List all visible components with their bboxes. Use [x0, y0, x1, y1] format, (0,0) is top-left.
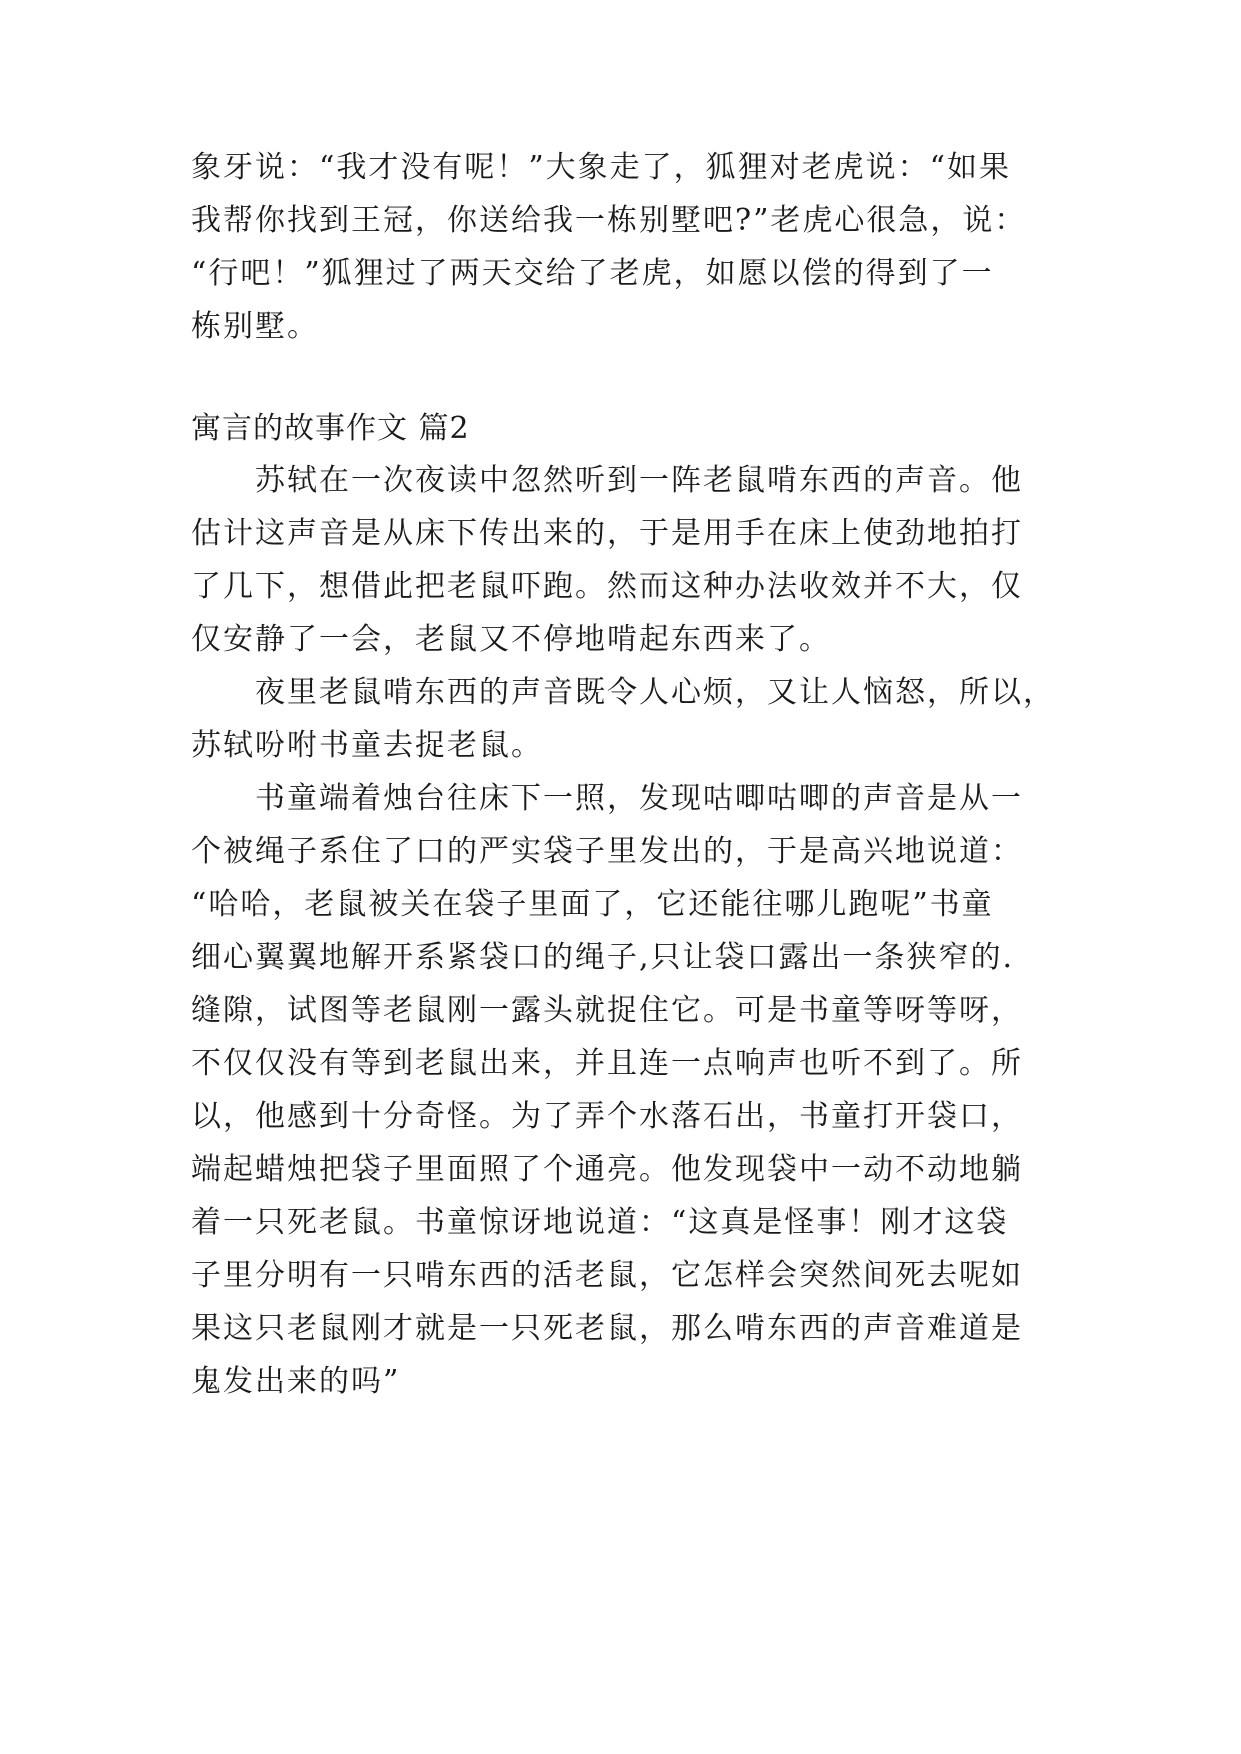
text-line: 端起蜡烛把袋子里面照了个通亮。他发现袋中一动不动地躺: [191, 1152, 1023, 1187]
text-line: 苏轼吩咐书童去捉老鼠。: [191, 728, 543, 763]
section-heading: 寓言的故事作文 篇2: [191, 411, 470, 446]
text-line: 鬼发出来的吗”: [191, 1364, 401, 1399]
text-line: “哈哈，老鼠被关在袋子里面了，它还能往哪儿跑呢”书童: [191, 887, 994, 922]
text-line: 书童端着烛台往床下一照，发现咕唧咕唧的声音是从一: [255, 781, 1023, 816]
text-line: 苏轼在一次夜读中忽然听到一阵老鼠啃东西的声音。他: [255, 463, 1023, 498]
text-line: 着一只死老鼠。书童惊讶地说道：“这真是怪事！刚才这袋: [191, 1205, 1009, 1240]
text-line: 估计这声音是从床下传出来的，于是用手在床上使劲地拍打: [191, 516, 1023, 551]
text-line: 个被绳子系住了口的严实袋子里发出的，于是高兴地说道：: [191, 834, 1023, 869]
text-line: 子里分明有一只啃东西的活老鼠，它怎样会突然间死去呢如: [191, 1258, 1023, 1293]
text-line: 了几下，想借此把老鼠吓跑。然而这种办法收效并不大，仅: [191, 569, 1023, 604]
text-line: 栋别墅。: [191, 309, 319, 344]
text-line: 不仅仅没有等到老鼠出来，并且连一点响声也听不到了。所: [191, 1046, 1023, 1081]
text-line: 缝隙，试图等老鼠刚一露头就捉住它。可是书童等呀等呀，: [191, 993, 1023, 1028]
text-line: 果这只老鼠刚才就是一只死老鼠，那么啃东西的声音难道是: [191, 1311, 1023, 1346]
text-line: 我帮你找到王冠，你送给我一栋别墅吧?”老虎心很急，说：: [191, 203, 1027, 238]
text-line: 象牙说：“我才没有呢！”大象走了，狐狸对老虎说：“如果: [191, 150, 1012, 185]
text-line: 细心翼翼地解开系紧袋口的绳子,只让袋口露出一条狭窄的.: [191, 940, 1015, 975]
text-line: 以，他感到十分奇怪。为了弄个水落石出，书童打开袋口，: [191, 1099, 1023, 1134]
text-line: “行吧！”狐狸过了两天交给了老虎，如愿以偿的得到了一: [191, 256, 994, 291]
text-line: 夜里老鼠啃东西的声音既令人心烦，又让人恼怒，所以，: [255, 675, 1055, 710]
text-line: 仅安静了一会，老鼠又不停地啃起东西来了。: [191, 622, 831, 657]
